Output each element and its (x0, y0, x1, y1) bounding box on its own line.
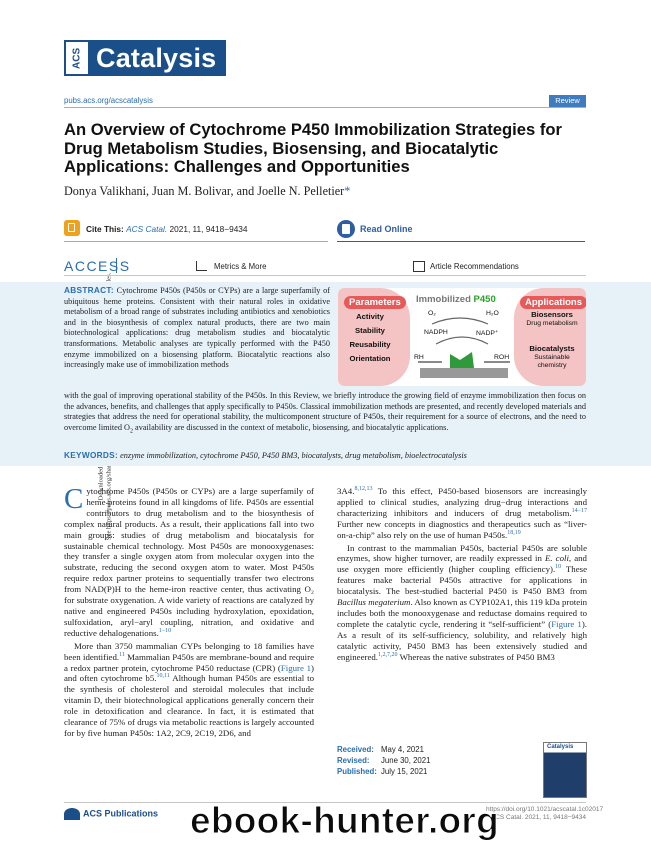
immobilized-p450-title: Immobilized P450 (416, 294, 496, 305)
acs-publications-logo[interactable]: ACS Publications (64, 808, 158, 820)
intro-paragraph: Cytochrome P450s (P450s or CYPs) are a large superfamily of heme proteins found in all kingdoms of life. P450s are essential contributors to drug metabolism and to the biosynthesis of complex natural products. As a result, their applications fall into two main groups: studies of drug metabolism and biocatalysis for sustainable chemical technology. Most P450s are monooxygenases: they transfer a single oxygen atom from molecular oxygen into the substrate, reducing the second oxygen atom to water. Most P450s require redox partner proteins to sequentially transfer two electrons from NAD(P)H to the heme-iron reactive center, thus activating O₂ for substrate oxygenation. A wide variety of reactions are catalyzed by native and engineered P450s including hydroxylation, epoxidation, sulfoxidation, aryl−aryl coupling, nitration, and oxidative and reductive dehalogenations.$^{1-10}$ (64, 483, 314, 638)
cite-journal: ACS Catal. (126, 224, 168, 234)
authors-text: Donya Valikhani, Juan M. Bolivar, and Joelle N. Pelletier (64, 184, 345, 198)
abstract-label: ABSTRACT: (64, 286, 114, 295)
figure-1-link[interactable]: Figure 1 (280, 662, 312, 673)
corresponding-author-mark[interactable]: * (344, 184, 351, 198)
footer-doi[interactable]: https://doi.org/10.1021/acscatal.1c02017 ACS Catal. 2021, 11, 9418−9434 (486, 806, 604, 821)
roh-label: ROH (494, 354, 510, 361)
toc-graphic[interactable] (338, 288, 586, 386)
article-history: Received: May 4, 2021 Revised: June 30, 2021 Published: July 15, 2021 (337, 745, 431, 776)
applications-title: Applications (520, 296, 586, 309)
drop-cap: C (64, 483, 84, 515)
abstract-part-2: with the goal of improving operational stability of the P450s. In this Review, we briefly introduce the growing field of enzyme immobilization then focus on the advances, benefits, and challenges that apply specifically to P450s. Classical immobilization methods are presented, and recently developed materials and strategies that address the need for operational stability, the multicomponent structure of P450s, their requirement for a source of electrons, and the need to overcome limited $O_2$ availability are discussed in the context of metabolic, biosensing, and biocatalytic applications. (64, 391, 586, 435)
citation-ref[interactable]: 8,12,13 (354, 486, 373, 493)
access-divider-line (64, 275, 586, 276)
citation-ref[interactable]: 1−10 (158, 627, 172, 634)
param-stability: Stability (355, 326, 385, 335)
app-biocatalysts: Biocatalysts (529, 344, 575, 353)
cite-this[interactable] (86, 224, 248, 234)
header-divider (64, 107, 586, 108)
app-biosensors-sub: Drug metabolism (526, 320, 578, 327)
app-biocatalysts-sub: Sustainable chemistry (534, 354, 570, 369)
acs-publications-icon (64, 808, 80, 820)
param-activity: Activity (356, 312, 384, 321)
recommendations-link[interactable]: Article Recommendations (430, 262, 519, 271)
abstract-part-1: ABSTRACT: Cytochrome P450s (P450s or CYPs) are a large superfamily of ubiquitous heme proteins. Consistent with their natural roles in oxidative metabolism of a broad range of substrates including antibiotics and xenobiotics and in the biosynthesis of complex natural products, there are two main biotechnological applications: drug metabolism studies and biocatalytic transformations. Metabolic analyses are typically performed with the P450 enzyme immobilized on a biosensing platform. Biocatalytic reactions also increasingly make use of immobilization methods (64, 286, 331, 370)
p450-enzyme-diagram (410, 314, 518, 384)
body-right-column (337, 486, 587, 663)
body-left-column (64, 483, 314, 739)
author-list (64, 184, 350, 199)
article-type-badge: Review (549, 95, 586, 107)
journal-logo[interactable] (64, 40, 226, 76)
param-orientation: Orientation (349, 354, 391, 363)
read-online-underline (337, 241, 585, 242)
citation-ref[interactable]: 18,19 (507, 529, 521, 536)
citation-ref[interactable]: 11 (119, 651, 125, 658)
journal-name: Catalysis (90, 40, 226, 76)
acs-logo-mark: ACS (64, 40, 90, 76)
cite-label: Cite This: (86, 224, 124, 234)
access-label: ACCESS (64, 258, 131, 274)
h2o-label: H₂O (486, 310, 499, 317)
app-biosensors: Biosensors (531, 310, 573, 319)
journal-cover-thumbnail[interactable]: Catalysis (543, 742, 587, 798)
keywords (64, 451, 586, 460)
mammalian-paragraph: More than 3750 mammalian CYPs belonging to 18 families have been identified.$^{11}$ Mammalian P450s are membrane-bound and require a redox partner protein, cytochrome P450 reductase (CPR) (Figure 1) and often cytochrome b5.$^{10,11}$ Although human P450s are essential to the synthesis of cholesterol and steroidal molecules that include vitamin D, their biotechnological applications generally concern their role in detoxification and clearance. In fact, it is estimated that clearance of 75% of drugs via metabolic reactions is largely accounted for by five human P450s: 1A2, 2C9, 2C19, 2D6, and (64, 640, 314, 738)
access-divider (116, 258, 117, 273)
cite-underline (64, 241, 328, 242)
bacterial-paragraph: In contrast to the mammalian P450s, bacterial P450s are soluble enzymes, show higher turnover, are readily expressed in E. coli, and use oxygen more efficiently (higher coupling efficiency).$^{10}$ These features make bacterial P450s attractive for applications in biocatalysis. The best-studied bacterial P450 is P450 BM3 from Bacillus megaterium. Also known as CYP102A1, this 119 kDa protein includes both the monooxygenase and reductase domains required to complete the catalytic cycle, rendering it “self-sufficient” (Figure 1). As a result of its self-sufficiency, solubility, and relatively high catalytic activity, P450 BM3 has been extensively studied and engineered.$^{1,2,7,20}$ Whereas the native substrates of P450 BM3 (337, 542, 587, 662)
param-reusability: Reusability (349, 340, 391, 349)
nadp-label: NADP⁺ (476, 330, 499, 337)
article-title: An Overview of Cytochrome P450 Immobilization Strategies for Drug Metabolism Studies, Biosensing, and Biocatalytic Applications: Challenges and Opportunities (64, 120, 562, 176)
keywords-text: enzyme immobilization, cytochrome P450, P450 BM3, biocatalysts, drug metabolism, bioelectrocatalysis (120, 451, 467, 460)
cite-icon[interactable] (64, 220, 80, 236)
figure-1-link[interactable]: Figure 1 (551, 618, 582, 629)
citation-ref[interactable]: 10,11 (156, 673, 170, 680)
journal-url-link[interactable]: pubs.acs.org/acscatalysis (64, 96, 153, 105)
metrics-link[interactable]: Metrics & More (214, 262, 267, 271)
biosensor-paragraph: 3A4.$^{8,12,13}$ To this effect, P450-based biosensors are increasingly applied to clinical studies, analyzing drug−drug interactions and characterizing inhibitors and inducers of drug metabolism.$^{14-17}$ Further new concepts in diagnostics and therapeutics such as “liver-on-a-chip” also rely on the use of human P450s.$^{18,19}$ (337, 486, 587, 540)
bar-chart-icon[interactable] (196, 261, 207, 271)
recommendations-icon[interactable] (413, 261, 425, 272)
cite-details: 2021, 11, 9418−9434 (169, 224, 248, 234)
rh-label: RH (414, 354, 424, 361)
read-online-link[interactable]: Read Online (360, 224, 413, 234)
o2-label: O₂ (428, 310, 436, 317)
watermark-text: ebook-hunter.org (190, 800, 500, 841)
citation-ref[interactable]: 1,2,7,20 (378, 651, 398, 658)
nadph-label: NADPH (424, 329, 448, 336)
citation-ref[interactable]: 14−17 (571, 507, 587, 514)
read-online-icon[interactable] (337, 220, 355, 238)
parameters-title: Parameters (344, 296, 406, 309)
keywords-label: KEYWORDS: (64, 451, 119, 460)
citation-ref[interactable]: 10 (555, 564, 562, 571)
